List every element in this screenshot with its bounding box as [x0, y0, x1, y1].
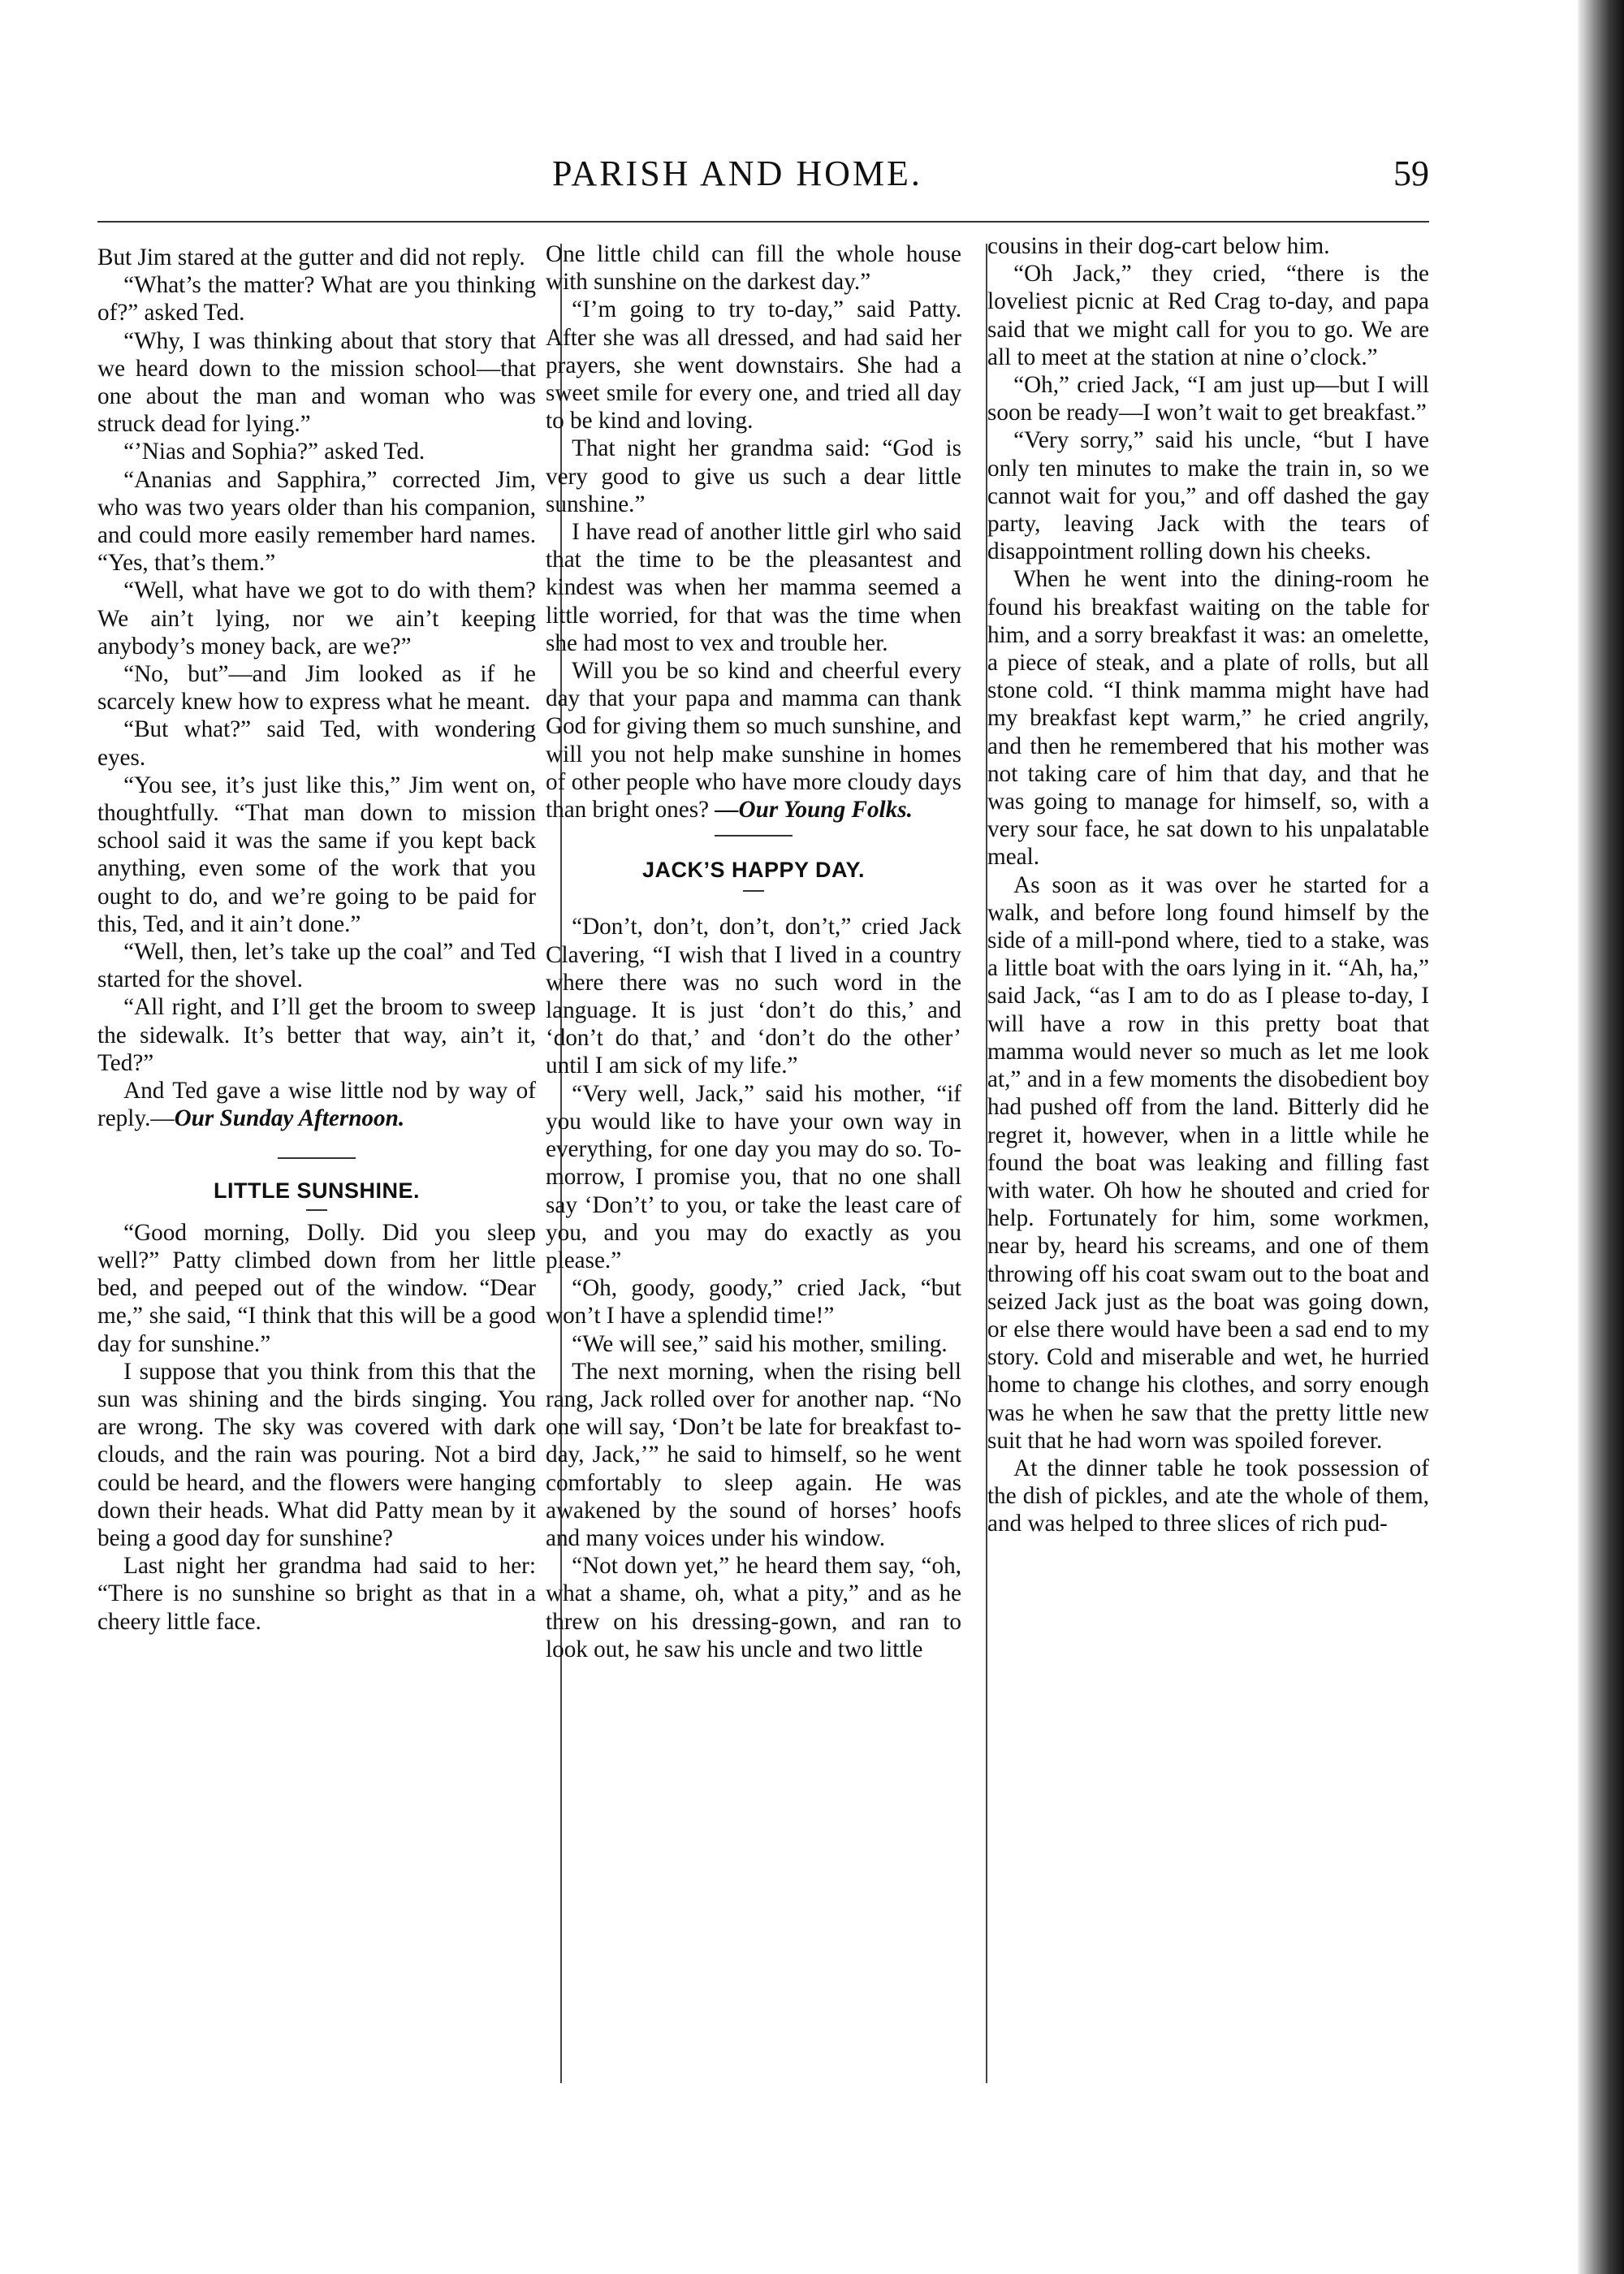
paragraph-text: Will you be so kind and cheerful every day that your papa and mamma can thank God for giving them so much sunshine, and will you not help make sunshine in homes of other people who have more cloudy days than bright ones?	[546, 658, 961, 824]
paragraph	[546, 657, 961, 824]
paragraph: That night her grandma said: “God is very good to give us such a dear little sunshine.”	[546, 435, 961, 517]
paragraph: But Jim stared at the gutter and did not reply.	[97, 244, 525, 270]
article-heading: LITTLE SUNSHINE.	[213, 1178, 420, 1203]
paragraph: The next morning, when the rising bell rang, Jack rolled over for another nap. “No one will say, ‘Don’t be late for breakfast to-day, Jack,’” he said to himself, so he went comfortably to sleep again. He was awakened by the sound of horses’ hoofs and many voices under his window.	[546, 1358, 961, 1551]
paragraph: “What’s the matter? What are you thinking of?” asked Ted.	[97, 272, 536, 326]
source-attribution: Our Sunday Afternoon.	[174, 1105, 405, 1132]
paragraph: One little child can fill the whole house with sunshine on the darkest day.”	[546, 241, 961, 296]
paragraph: I suppose that you think from this that the sun was shining and the birds singing. You are wrong. The sky was covered with dark clouds, and the rain was pouring. Not a bird could be heard, and the flowers were hanging down their heads. What did Patty mean by it being a good day for sunshine?	[97, 1358, 536, 1551]
column-2	[546, 240, 961, 1663]
paragraph: I have read of another little girl who said that the time to be the pleasantest and kindest was when her mamma seemed a little worried, for that was the time when she had most to vex and trouble her.	[546, 519, 961, 656]
paragraph: “Good morning, Dolly. Did you sleep well?” Patty climbed down from her little bed, and peeped out of the window. “Dear me,” she said, “I think that this will be a good day for sunshine.”	[97, 1219, 536, 1357]
paragraph: “Not down yet,” he heard them say, “oh, what a shame, oh, what a pity,” and as he threw on his dressing-gown, and ran to look out, he saw his uncle and two little	[546, 1553, 961, 1662]
paragraph: “Don’t, don’t, don’t, don’t,” cried Jack Clavering, “I wish that I lived in a country where there was no such word in the language. It is just ‘don’t do this,’ and ‘don’t do that,’ and ‘don’t do the other’ until I am sick of my life.”	[546, 914, 961, 1079]
paragraph: “Oh Jack,” they cried, “there is the loveliest picnic at Red Crag to-day, and papa said that we might call for you to go. We are all to meet at the station at nine o’clock.”	[987, 261, 1429, 370]
paragraph: “Why, I was thinking about that story that we heard down to the mission school—that one about the man and woman who was struck dead for lying.”	[97, 327, 536, 438]
paragraph: “You see, it’s just like this,” Jim went on, thoughtfully. “That man down to mission school said it was the same if you kept back anything, even some of the work that you ought to do, and we’re going to be paid for this, Ted, and it ain’t done.”	[97, 772, 536, 937]
publication-title: PARISH AND HOME.	[552, 153, 922, 193]
book-spine-shadow	[1582, 0, 1624, 2274]
paragraph: “’Nias and Sophia?” asked Ted.	[123, 439, 425, 465]
paragraph: “Very sorry,” said his uncle, “but I have only ten minutes to make the train in, so we cannot wait for you,” and off dashed the gay party, leaving Jack with the tears of disappointment rolling down his cheeks.	[987, 427, 1429, 565]
paragraph: As soon as it was over he started for a walk, and before long found himself by the side of a mill-pond where, tied to a stake, was a little boat with the oars lying in it. “Ah, ha,” said Jack, “as I am to do as I please to-day, I will have a row in this pretty boat that mamma would never so much as let me look at,” and in a few moments the disobedient boy had pushed off from the land. Bitterly did he regret it, however, when in a little while he found the boat was leaking and filling fast with water. Oh how he shouted and cried for help. Fortunately for him, some workmen, near by, heard his screams, and one of them throwing off his coat swam out to the boat and seized Jack just as the boat was going down, or else there would have been a sad end to my story. Cold and miserable and wet, he hurried home to change his clothes, and sorry enough was he when he saw that the pretty little new suit that he had worn was spoiled forever.	[987, 871, 1429, 1454]
paragraph-text: And Ted gave a wise little nod by way of reply.—	[97, 1078, 536, 1132]
article-heading: JACK’S HAPPY DAY.	[641, 858, 866, 883]
page-number: 59	[1393, 153, 1429, 193]
paragraph: “All right, and I’ll get the broom to sweep the sidewalk. It’s better that way, ain’t it, Ted?”	[97, 994, 536, 1076]
running-head	[97, 153, 1429, 201]
header-rule	[97, 221, 1429, 223]
column-3	[987, 232, 1429, 1538]
paragraph: “Oh,” cried Jack, “I am just up—but I will soon be ready—I won’t wait to get breakfast.”	[987, 372, 1429, 426]
paragraph: Last night her grandma had said to her: “There is no sunshine so bright as that in a cheery little face.	[97, 1553, 536, 1635]
paragraph: At the dinner table he took possession of the dish of pickles, and ate the whole of them, and was helped to three slices of rich pud-	[987, 1455, 1429, 1537]
column-1	[97, 244, 536, 1636]
paragraph: “No, but”—and Jim looked as if he scarcely knew how to express what he meant.	[97, 661, 536, 715]
heading-dash	[306, 1209, 327, 1211]
source-attribution: —Our Young Folks.	[715, 797, 913, 824]
paragraph: When he went into the dining-room he found his breakfast waiting on the table for him, and a sorry breakfast it was: an omelette, a piece of steak, and a plate of rolls, but all stone cold. “I think mamma might have had my breakfast kept warm,” he cried angrily, and then he remembered that his mother was not taking care of him that day, and that he was going to manage for himself, so, with a very sour face, he sat down to his unpalatable meal.	[987, 566, 1429, 871]
paragraph: “Ananias and Sapphira,” corrected Jim, who was two years older than his companion, and could more easily remember hard names. “Yes, that’s them.”	[97, 466, 536, 577]
paragraph: “We will see,” said his mother, smiling.	[572, 1330, 948, 1357]
paragraph: “I’m going to try to-day,” said Patty. After she was all dressed, and had said her prayers, she went downstairs. She had a sweet smile for every one, and tried all day to be kind and loving.	[546, 296, 961, 434]
paragraph: “Oh, goody, goody,” cried Jack, “but won’t I have a splendid time!”	[546, 1275, 961, 1329]
paragraph: “Very well, Jack,” said his mother, “if you would like to have your own way in everything, for one day you may do so. To-morrow, I promise you, that no one shall say ‘Don’t’ to you, or take the least care of you, and you may do exactly as you please.”	[546, 1080, 961, 1273]
paragraph: cousins in their dog-cart below him.	[987, 233, 1330, 259]
section-rule	[715, 835, 793, 837]
paragraph	[97, 1077, 536, 1132]
paragraph: “Well, then, let’s take up the coal” and Ted started for the shovel.	[97, 939, 536, 993]
paragraph: “Well, what have we got to do with them? We ain’t lying, nor we ain’t keeping anybody’s money back, are we?”	[97, 577, 536, 659]
paragraph: “But what?” said Ted, with wondering eyes.	[97, 716, 536, 771]
section-rule	[278, 1157, 356, 1159]
heading-dash	[743, 890, 764, 892]
